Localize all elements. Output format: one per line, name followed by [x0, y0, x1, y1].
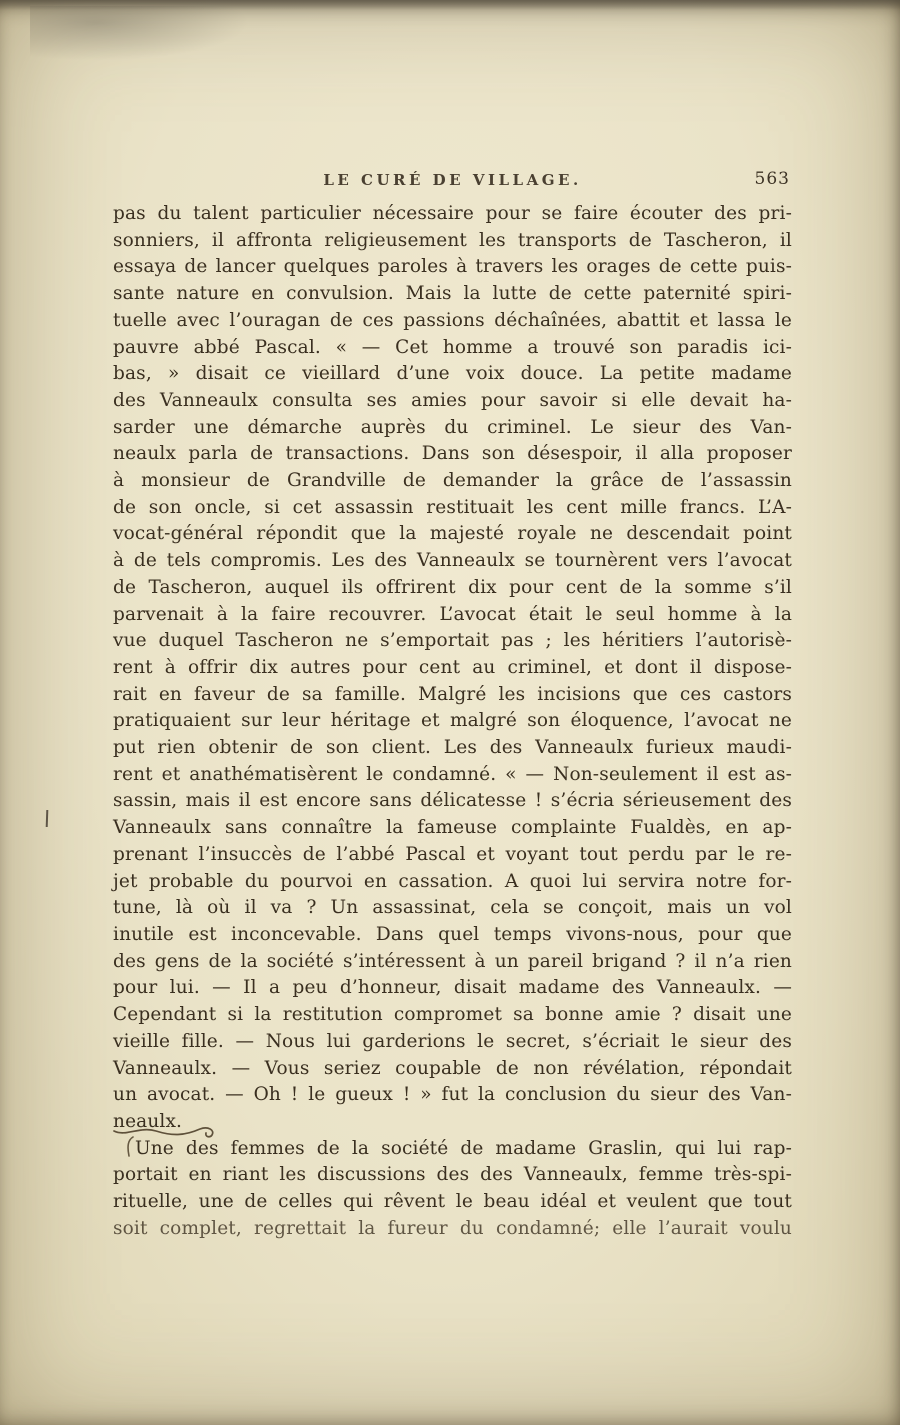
text-line: rent à offrir dix autres pour cent au criminel, et dont il dispose- [113, 656, 792, 678]
text-line: sarder une démarche auprès du criminel. Le sieur des Van- [113, 416, 792, 438]
text-line: Vanneaulx sans connaître la fameuse complainte Fualdès, en ap- [113, 817, 792, 839]
running-title: LE CURÉ DE VILLAGE. [323, 171, 582, 189]
text-line: put rien obtenir de son client. Les des Vanneaulx furieux maudi- [113, 737, 792, 759]
running-header [113, 170, 792, 192]
text-line: pour lui. — Il a peu d’honneur, disait madame des Vanneaulx. — [113, 977, 792, 999]
margin-ink-mark [46, 810, 49, 827]
text-line: tuelle avec l’ouragan de ces passions déchaînées, abattit et lassa le [113, 309, 792, 331]
text-line: de Tascheron, auquel ils offrirent dix pour cent de la somme s’il [113, 576, 792, 598]
text-line: un avocat. — Oh ! le gueux ! » fut la conclusion du sieur des Van- [113, 1084, 792, 1106]
text-line: à de tels compromis. Les des Vanneaulx se tournèrent vers l’avocat [113, 550, 792, 572]
paragraph [113, 201, 792, 1136]
text-line: des gens de la société s’intéressent à un pareil brigand ? il n’a rien [113, 950, 792, 972]
paragraph [113, 1136, 792, 1243]
text-line: parvenait à la faire recouvrer. L’avocat était le seul homme à la [113, 603, 792, 625]
text-line: de son oncle, si cet assassin restituait les cent mille francs. L’A- [113, 496, 792, 518]
text-line: vocat-général répondit que la majesté royale ne descendait point [113, 523, 792, 545]
text-line: rait en faveur de sa famille. Malgré les incisions que ces castors [113, 683, 792, 705]
text-line: Une des femmes de la société de madame Graslin, qui lui rap- [135, 1137, 792, 1159]
text-line: Vanneaulx. — Vous seriez coupable de non révélation, répondait [113, 1057, 792, 1079]
text-line: bas, » disait ce vieillard d’une voix douce. La petite madame [113, 363, 792, 385]
text-line: prenant l’insuccès de l’abbé Pascal et voyant tout perdu par le re- [113, 843, 792, 865]
text-line: neaulx parla de transactions. Dans son désespoir, il alla proposer [113, 443, 792, 465]
text-line: sassin, mais il est encore sans délicatesse ! s’écria sérieusement des [113, 790, 792, 812]
text-block [113, 201, 792, 1242]
scan-smudge [30, 6, 250, 61]
text-line: à monsieur de Grandville de demander la grâce de l’assassin [113, 470, 792, 492]
text-line: sonniers, il affronta religieusement les transports de Tascheron, il [113, 229, 792, 251]
text-line: inutile est inconcevable. Dans quel temps vivons-nous, pour que [113, 923, 792, 945]
text-line: pratiquaient sur leur héritage et malgré son éloquence, l’avocat ne [113, 710, 792, 732]
text-line: portait en riant les discussions des des Vanneaulx, femme très-spi- [113, 1164, 792, 1186]
text-column [113, 170, 792, 1242]
text-line: rituelle, une de celles qui rêvent le beau idéal et veulent que tout [113, 1191, 792, 1213]
text-line: tune, là où il va ? Un assassinat, cela se conçoit, mais un vol [113, 897, 792, 919]
text-line: pas du talent particulier nécessaire pour se faire écouter des pri- [113, 203, 792, 224]
text-line: Cependant si la restitution compromet sa bonne amie ? disait une [113, 1004, 792, 1026]
text-line: sante nature en convulsion. Mais la lutte de cette paternité spiri- [113, 283, 792, 305]
text-line: rent et anathématisèrent le condamné. « — Non-seulement il est as- [113, 763, 792, 785]
page-number: 563 [754, 169, 790, 189]
pen-flourish-mark [123, 1136, 137, 1158]
text-line: jet probable du pourvoi en cassation. A quoi lui servira notre for- [113, 870, 792, 892]
scan-edge [0, 0, 900, 10]
text-line: pauvre abbé Pascal. « — Cet homme a trouvé son paradis ici- [113, 336, 792, 358]
text-line: vue duquel Tascheron ne s’emportait pas ; les héritiers l’autorisè- [113, 630, 792, 652]
text-line: neaulx. [113, 1110, 183, 1132]
text-line: essaya de lancer quelques paroles à travers les orages de cette puis- [113, 256, 792, 278]
text-line: vieille fille. — Nous lui garderions le secret, s’écriait le sieur des [113, 1030, 792, 1052]
text-line: soit complet, regrettait la fureur du condamné; elle l’aurait voulu [113, 1217, 792, 1239]
text-line: des Vanneaulx consulta ses amies pour savoir si elle devait ha- [113, 389, 792, 411]
